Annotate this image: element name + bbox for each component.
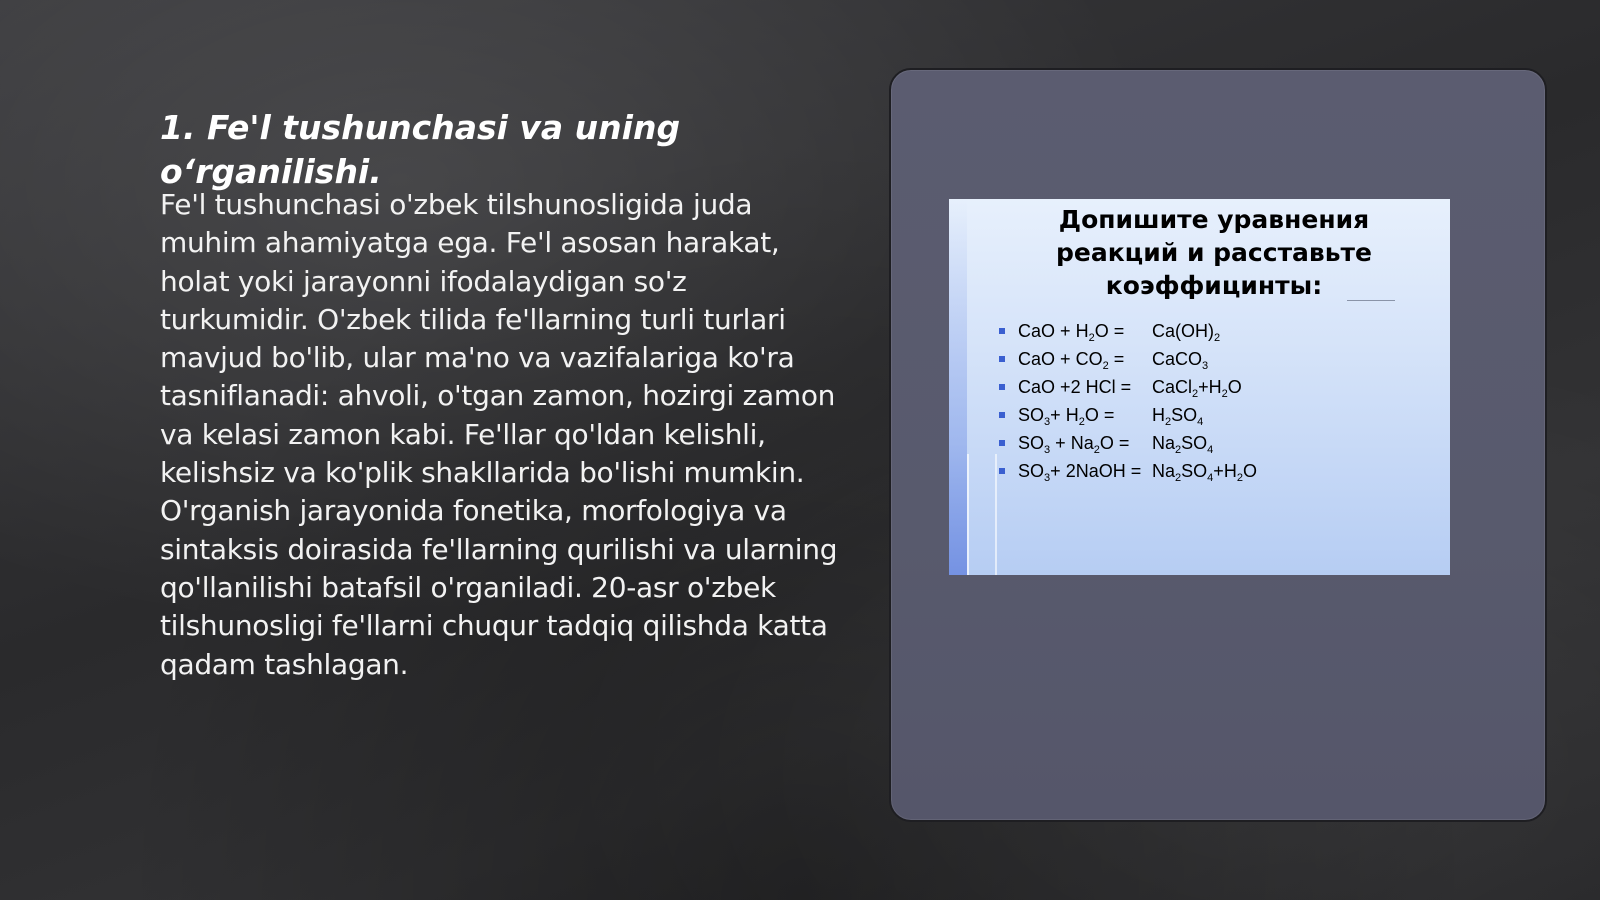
embedded-slide-accent-bar [949,199,967,575]
embedded-slide-image [949,199,1450,575]
reaction-reactants: CaO + $CO_2$ = [1018,349,1125,372]
square-bullet-icon [999,412,1005,418]
square-bullet-icon [999,356,1005,362]
square-bullet-icon [999,384,1005,390]
embedded-slide-title-underline [1347,300,1395,301]
reaction-products: $CaCl_2+H_2O$ [1152,377,1242,400]
reaction-reactants: CaO + $H_2O$ = [1018,321,1125,344]
slide-title: 1. Fe'l tushunchasi va uning o‘rganilishi. [160,108,681,191]
square-bullet-icon [999,468,1005,474]
reaction-reactants: $SO_3+$ 2NaOH = [1018,461,1142,484]
reaction-products: $Ca(OH)_2$ [1152,321,1221,344]
reaction-products: CaCO$_3$ [1152,349,1209,372]
reaction-products: $Na_2SO_4$ [1152,433,1214,456]
reaction-products: $H_2SO_4$ [1152,405,1204,428]
embedded-slide-accent-line [995,454,997,575]
reaction-reactants: $SO_3+ H_2O$ = [1018,405,1115,428]
embedded-slide-title: Допишите уравнения реакций и расставьте коэффицинты: [1055,205,1372,300]
reaction-reactants: $SO_3 + Na_2O$ = [1018,433,1130,456]
slide-body-text: Fe'l tushunchasi o'zbek tilshunosligida juda muhim ahamiyatga ega. Fe'l asosan harakat, holat yoki jarayonni ifodalaydigan so'z turkumidir. O'zbek tilida fe'llarning turli turlari mavjud bo'lib, ular ma'no va vazifalariga ko'ra tasniflanadi: ahvoli, o'tgan zamon, hozirgi zamon va kelasi zamon kabi. Fe'llar qo'ldan kelishli, kelishsiz va ko'plik shakllarida bo'lishi mumkin. O'rganish jarayonida fonetika, morfologiya va sintaksis doirasida fe'llarning qurilishi va ularning qo'llanilishi batafsil o'rganiladi. 20-asr o'zbek tilshunosligi fe'llarni chuqur tadqiq qilishda katta qadam tashlagan. [160,188,838,681]
square-bullet-icon [999,440,1005,446]
square-bullet-icon [999,328,1005,334]
embedded-slide-accent-line [967,454,969,575]
reaction-products: $Na_2SO_4+H_2O$ [1152,461,1257,484]
reaction-reactants: CaO +2 HCl = [1018,377,1132,397]
